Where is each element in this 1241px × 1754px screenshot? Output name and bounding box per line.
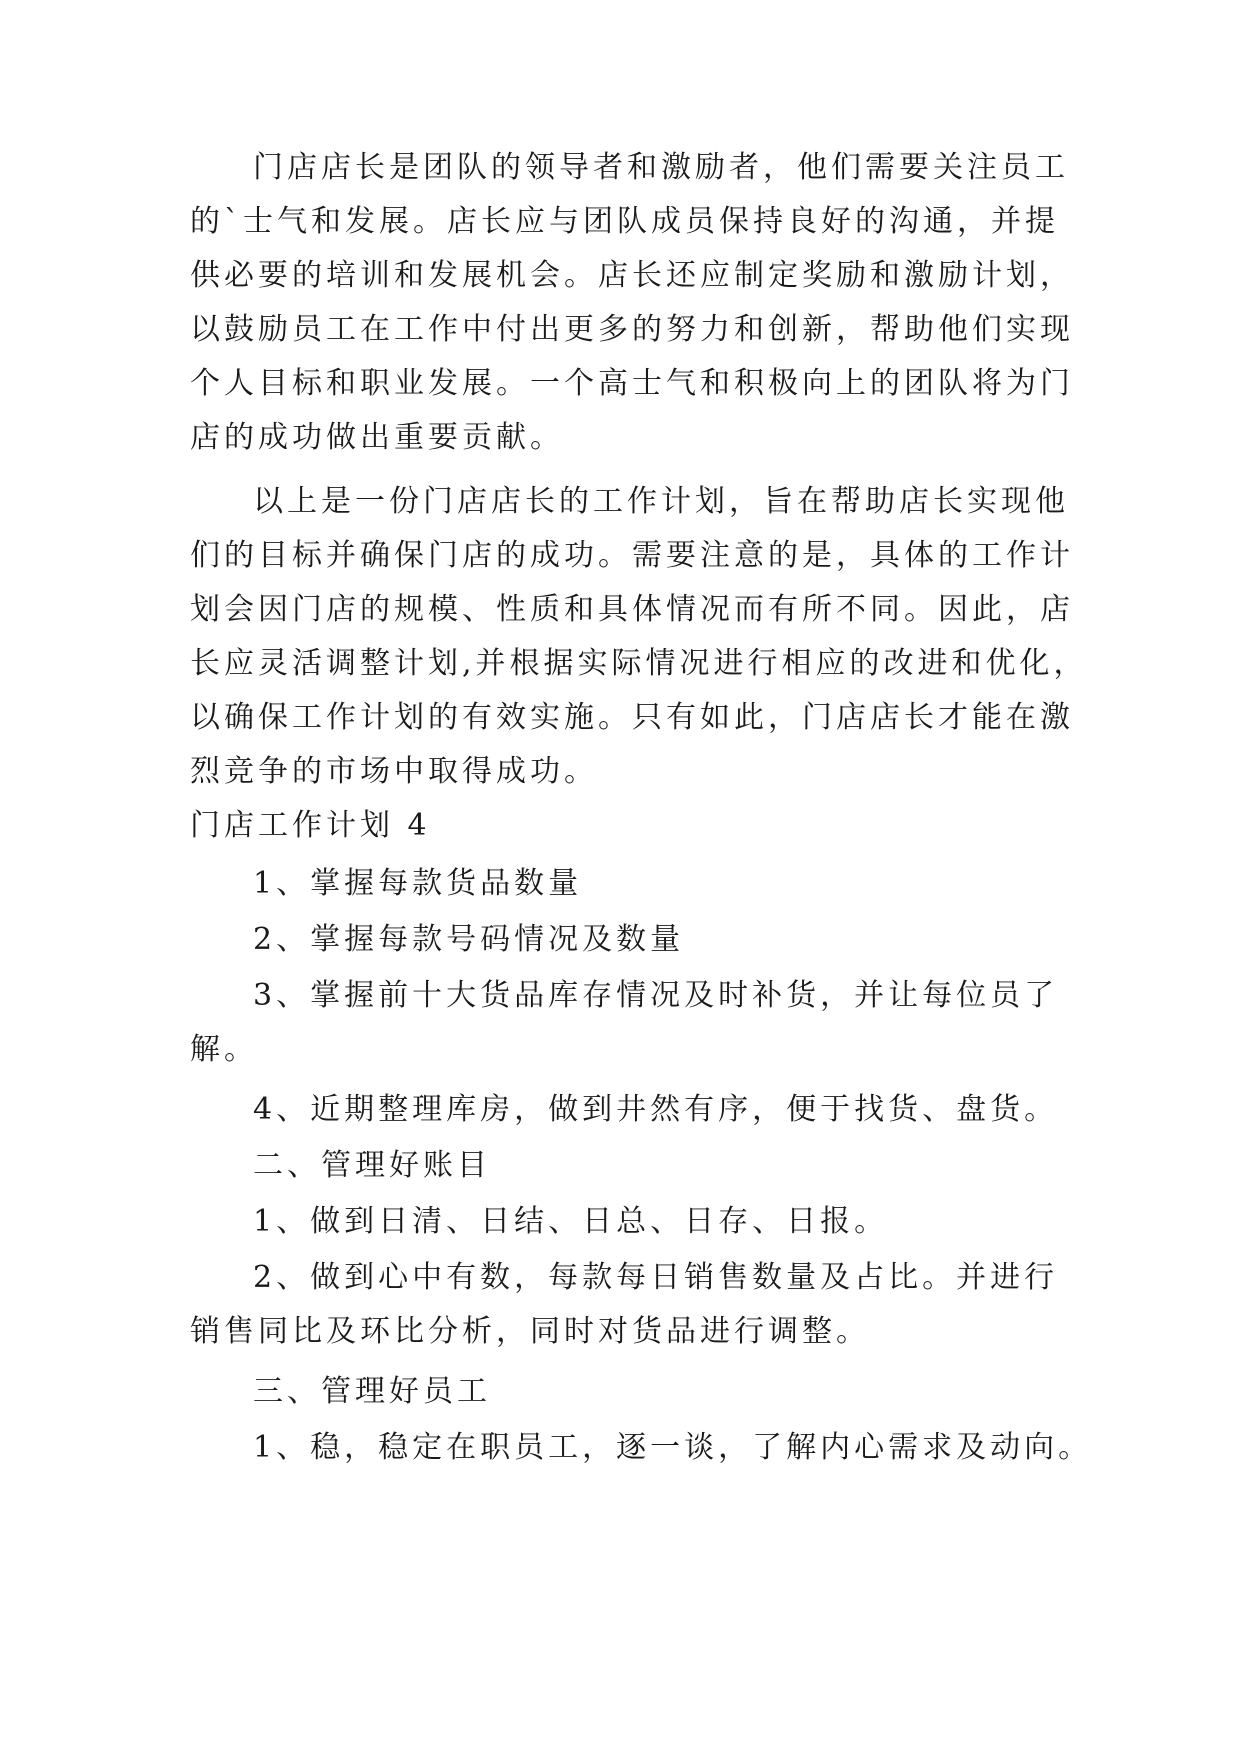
paragraph-line: 以确保工作计划的有效实施。只有如此，门店店长才能在激 [190,700,1074,735]
paragraph-line: 划会因门店的规模、性质和具体情况而有所不同。因此，店 [190,592,1074,627]
list-item: 4、近期整理库房，做到井然有序，便于找货、盘货。 [253,1092,1059,1127]
section-heading: 二、管理好账目 [253,1148,491,1183]
paragraph-line: 个人目标和职业发展。一个高士气和积极向上的团队将为门 [190,366,1074,401]
paragraph-line: 以上是一份门店店长的工作计划，旨在帮助店长实现他 [253,484,1069,519]
paragraph-line: 供必要的培训和发展机会。店长还应制定奖励和激励计划， [190,258,1074,293]
list-item-continuation: 解。 [190,1032,258,1067]
paragraph-line: 们的目标并确保门店的成功。需要注意的是，具体的工作计 [190,538,1074,573]
paragraph-line: 店的成功做出重要贡献。 [190,420,564,455]
section-title: 门店工作计划 4 [190,808,431,843]
paragraph-line: 烈竞争的市场中取得成功。 [190,754,598,789]
paragraph-line: 门店店长是团队的领导者和激励者，他们需要关注员工 [253,150,1069,185]
list-item: 1、掌握每款货品数量 [253,866,583,901]
paragraph-line: 的`士气和发展。店长应与团队成员保持良好的沟通，并提 [190,204,1059,239]
section-heading: 三、管理好员工 [253,1374,491,1409]
list-item: 2、做到心中有数，每款每日销售数量及占比。并进行 [253,1260,1059,1295]
list-item: 1、稳，稳定在职员工，逐一谈，了解内心需求及动向。 [253,1430,1093,1465]
paragraph-line: 以鼓励员工在工作中付出更多的努力和创新，帮助他们实现 [190,312,1074,347]
list-item-continuation: 销售同比及环比分析，同时对货品进行调整。 [190,1314,870,1349]
paragraph-line: 长应灵活调整计划,并根据实际情况进行相应的改进和优化， [190,646,1088,681]
list-item: 3、掌握前十大货品库存情况及时补货，并让每位员了 [253,978,1059,1013]
list-item: 1、做到日清、日结、日总、日存、日报。 [253,1204,889,1239]
list-item: 2、掌握每款号码情况及数量 [253,922,685,957]
